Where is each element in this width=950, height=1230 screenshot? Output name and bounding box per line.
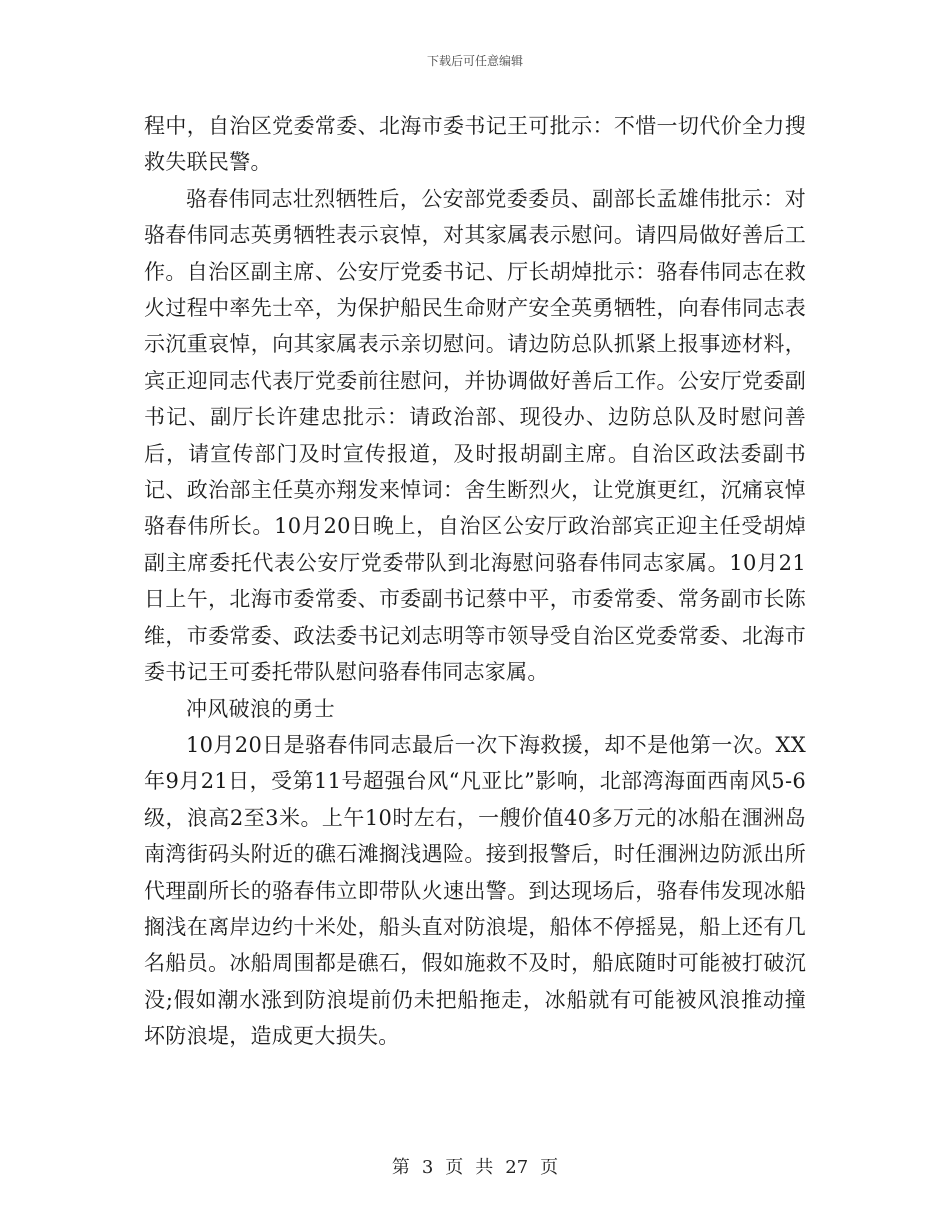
paragraph-2: 骆春伟同志壮烈牺牲后，公安部党委委员、副部长孟雄伟批示：对骆春伟同志英勇牺牲表示哀悼，对其家属表示慰问。请四局做好善后工作。自治区副主席、公安厅党委书记、厅长胡焯批示：骆春伟同志在救火过程中率先士卒，为保护船民生命财产安全英勇牺牲，向春伟同志表示沉重哀悼，向其家属表示亲切慰问。请边防总队抓紧上报事迹材料，宾正迎同志代表厅党委前往慰问，并协调做好善后工作。公安厅党委副书记、副厅长许建忠批示：请政治部、现役办、边防总队及时慰问善后，请宣传部门及时宣传报道，及时报胡副主席。自治区政法委副书记、政治部主任莫亦翔发来悼词：舍生断烈火，让党旗更红，沉痛哀悼骆春伟所长。10月20日晚上，自治区公安厅政治部宾正迎主任受胡焯副主席委托代表公安厅党委带队到北海慰问骆春伟同志家属。10月21日上午，北海市委常委、市委副书记蔡中平，市委常委、常务副市长陈维，市委常委、政法委书记刘志明等市领导受自治区党委常委、北海市委书记王可委托带队慰问骆春伟同志家属。 (144, 186, 806, 685)
paragraph-1: 程中，自治区党委常委、北海市委书记王可批示：不惜一切代价全力搜救失联民警。 (144, 114, 806, 175)
footer-suffix: 页 (540, 1157, 559, 1178)
current-page-number: 3 (421, 1157, 434, 1178)
footer-page-word: 页 (445, 1157, 464, 1178)
total-page-count: 27 (505, 1157, 529, 1178)
section-heading: 冲风破浪的勇士 (186, 696, 336, 721)
footer-total-word: 共 (475, 1157, 494, 1178)
header-note: 下载后可任意编辑 (426, 54, 523, 68)
document-body (144, 108, 806, 1055)
page-footer (0, 1153, 950, 1179)
paragraph-3: 10月20日是骆春伟同志最后一次下海救援，却不是他第一次。XX年9月21日，受第11号超强台风“凡亚比”影响，北部湾海面西南风5-6级，浪高2至3米。上午10时左右，一艘价值40多万元的冰船在涠洲岛南湾街码头附近的礁石滩搁浅遇险。接到报警后，时任涠洲边防派出所代理副所长的骆春伟立即带队火速出警。到达现场后，骆春伟发现冰船搁浅在离岸边约十米处，船头直对防浪堤，船体不停摇晃，船上还有几名船员。冰船周围都是礁石，假如施救不及时，船底随时可能被打破沉没;假如潮水涨到防浪堤前仍未把船拖走，冰船就有可能被风浪推动撞坏防浪堤，造成更大损失。 (144, 732, 806, 1049)
footer-prefix: 第 (391, 1157, 410, 1178)
